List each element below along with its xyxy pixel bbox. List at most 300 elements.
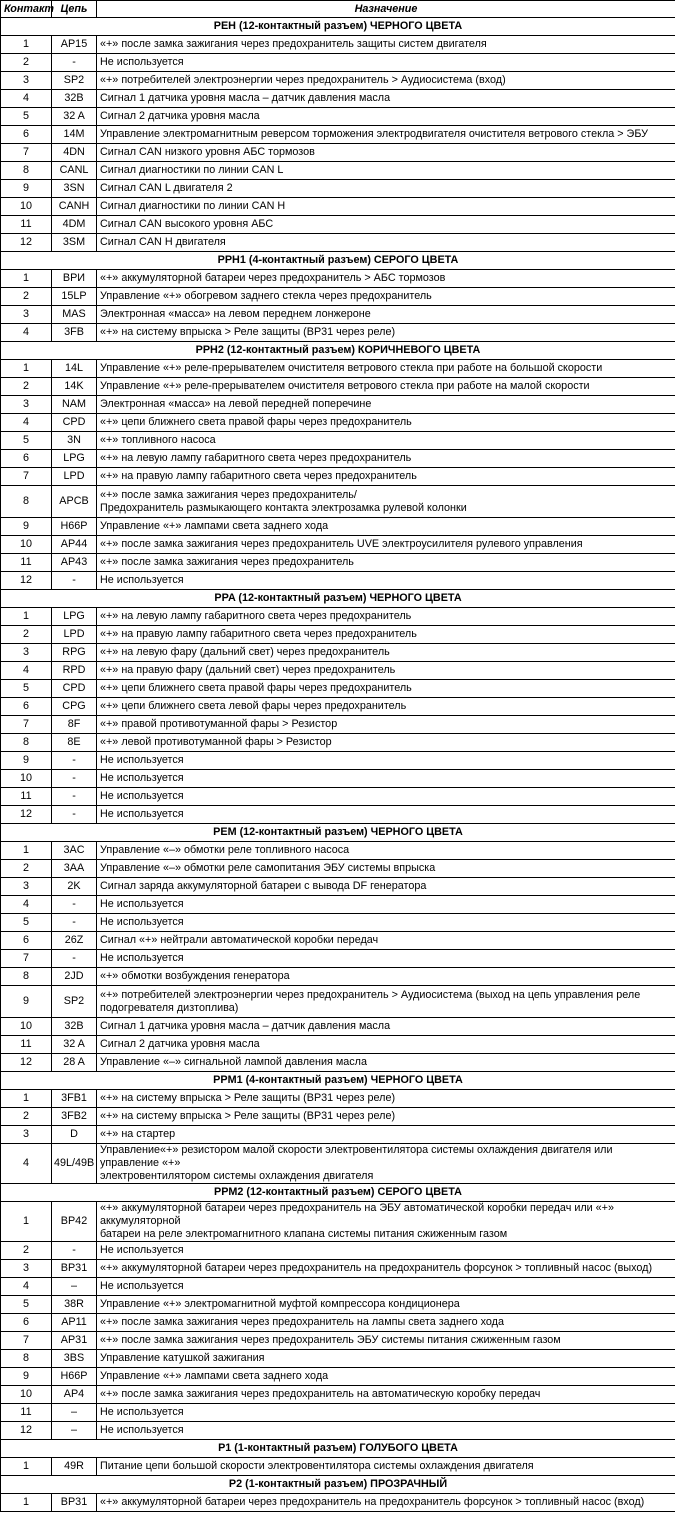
- circuit-cell: D: [52, 1126, 97, 1144]
- circuit-cell: 3AA: [52, 860, 97, 878]
- section-row: [1, 824, 675, 842]
- table-row: [1, 1260, 675, 1278]
- circuit-cell: 14M: [52, 126, 97, 144]
- table-row: [1, 572, 675, 590]
- section-title: PEH (12-контактный разъем) ЧЕРНОГО ЦВЕТА: [1, 18, 675, 36]
- purpose-cell: «+» после замка зажигания через предохранитель защиты систем двигателя: [97, 36, 675, 54]
- purpose-cell: «+» на правую лампу габаритного света через предохранитель: [97, 626, 675, 644]
- contact-cell: 12: [1, 572, 52, 590]
- purpose-cell: Сигнал 1 датчика уровня масла – датчик давления масла: [97, 1018, 675, 1036]
- contact-cell: 4: [1, 662, 52, 680]
- contact-cell: 7: [1, 1332, 52, 1350]
- contact-cell: 8: [1, 734, 52, 752]
- contact-cell: 7: [1, 716, 52, 734]
- section-row: [1, 1440, 675, 1458]
- section-title: P1 (1-контактный разъем) ГОЛУБОГО ЦВЕТА: [1, 1440, 675, 1458]
- table-row: [1, 1386, 675, 1404]
- table-row: [1, 1242, 675, 1260]
- circuit-cell: AP4: [52, 1386, 97, 1404]
- contact-cell: 3: [1, 1126, 52, 1144]
- table-row: [1, 324, 675, 342]
- purpose-cell: Управление электромагнитным реверсом торможения электродвигателя очистителя ветрового стекла > ЭБУ: [97, 126, 675, 144]
- table-row: [1, 126, 675, 144]
- contact-cell: 8: [1, 162, 52, 180]
- purpose-cell: «+» обмотки возбуждения генератора: [97, 968, 675, 986]
- contact-cell: 1: [1, 36, 52, 54]
- table-row: [1, 914, 675, 932]
- table-row: [1, 1090, 675, 1108]
- purpose-cell: Не используется: [97, 788, 675, 806]
- purpose-cell: «+» аккумуляторной батареи через предохранитель на предохранитель форсунок > топливный насос (вход): [97, 1494, 675, 1512]
- contact-cell: 4: [1, 1144, 52, 1184]
- section-row: [1, 252, 675, 270]
- contact-cell: 10: [1, 770, 52, 788]
- table-row: [1, 162, 675, 180]
- purpose-cell: Не используется: [97, 1242, 675, 1260]
- purpose-cell: Управление катушкой зажигания: [97, 1350, 675, 1368]
- purpose-cell: «+» цепи ближнего света левой фары через предохранитель: [97, 698, 675, 716]
- contact-cell: 11: [1, 1036, 52, 1054]
- circuit-cell: NAM: [52, 396, 97, 414]
- table-row: [1, 360, 675, 378]
- section-title: PPA (12-контактный разъем) ЧЕРНОГО ЦВЕТА: [1, 590, 675, 608]
- purpose-cell: Управление «+» электромагнитной муфтой компрессора кондиционера: [97, 1296, 675, 1314]
- table-row: [1, 662, 675, 680]
- contact-cell: 4: [1, 324, 52, 342]
- contact-cell: 10: [1, 198, 52, 216]
- header-circuit: Цепь: [52, 1, 97, 18]
- table-row: [1, 1368, 675, 1386]
- circuit-cell: AP15: [52, 36, 97, 54]
- circuit-cell: 3N: [52, 432, 97, 450]
- purpose-cell: Не используется: [97, 1278, 675, 1296]
- circuit-cell: CPD: [52, 414, 97, 432]
- contact-cell: 11: [1, 216, 52, 234]
- circuit-cell: 3SM: [52, 234, 97, 252]
- section-row: [1, 18, 675, 36]
- circuit-cell: -: [52, 896, 97, 914]
- table-row: [1, 932, 675, 950]
- contact-cell: 7: [1, 950, 52, 968]
- contact-cell: 5: [1, 432, 52, 450]
- circuit-cell: APCB: [52, 486, 97, 518]
- contact-cell: 3: [1, 878, 52, 896]
- contact-cell: 4: [1, 1278, 52, 1296]
- purpose-cell: Управление «–» обмотки реле топливного насоса: [97, 842, 675, 860]
- contact-cell: 9: [1, 180, 52, 198]
- circuit-cell: 4DM: [52, 216, 97, 234]
- table-row: [1, 968, 675, 986]
- circuit-cell: 4DN: [52, 144, 97, 162]
- contact-cell: 12: [1, 1054, 52, 1072]
- circuit-cell: -: [52, 788, 97, 806]
- circuit-cell: RPD: [52, 662, 97, 680]
- table-row: [1, 716, 675, 734]
- purpose-cell: Электронная «масса» на левом переднем лонжероне: [97, 306, 675, 324]
- purpose-cell: «+» на систему впрыска > Реле защиты (BP31 через реле): [97, 1108, 675, 1126]
- purpose-cell: Сигнал 2 датчика уровня масла: [97, 1036, 675, 1054]
- purpose-cell: «+» после замка зажигания через предохранитель на автоматическую коробку передач: [97, 1386, 675, 1404]
- table-row: [1, 1458, 675, 1476]
- purpose-cell: Не используется: [97, 54, 675, 72]
- contact-cell: 9: [1, 986, 52, 1018]
- purpose-cell: «+» на систему впрыска > Реле защиты (BP31 через реле): [97, 324, 675, 342]
- table-row: [1, 108, 675, 126]
- table-row: [1, 860, 675, 878]
- section-title: PPH2 (12-контактный разъем) КОРИЧНЕВОГО ЦВЕТА: [1, 342, 675, 360]
- table-row: [1, 1332, 675, 1350]
- table-row: [1, 698, 675, 716]
- table-row: [1, 1278, 675, 1296]
- contact-cell: 10: [1, 1386, 52, 1404]
- circuit-cell: 3SN: [52, 180, 97, 198]
- purpose-cell: «+» на правую фару (дальний свет) через предохранитель: [97, 662, 675, 680]
- table-row: [1, 680, 675, 698]
- contact-cell: 9: [1, 1368, 52, 1386]
- contact-cell: 5: [1, 680, 52, 698]
- table-row: [1, 54, 675, 72]
- circuit-cell: –: [52, 1404, 97, 1422]
- purpose-cell: Управление «+» реле-прерывателем очистителя ветрового стекла при работе на большой скорости: [97, 360, 675, 378]
- contact-cell: 4: [1, 896, 52, 914]
- contact-cell: 9: [1, 518, 52, 536]
- circuit-cell: 49L/49B: [52, 1144, 97, 1184]
- table-row: [1, 72, 675, 90]
- section-row: [1, 1476, 675, 1494]
- circuit-cell: 14K: [52, 378, 97, 396]
- section-title: PPM2 (12-контактный разъем) СЕРОГО ЦВЕТА: [1, 1184, 675, 1202]
- circuit-cell: AP11: [52, 1314, 97, 1332]
- contact-cell: 5: [1, 1296, 52, 1314]
- purpose-cell: Не используется: [97, 752, 675, 770]
- purpose-cell: Управление «–» обмотки реле самопитания ЭБУ системы впрыска: [97, 860, 675, 878]
- purpose-cell: Сигнал CAN низкого уровня АБС тормозов: [97, 144, 675, 162]
- table-row: [1, 306, 675, 324]
- table-row: [1, 396, 675, 414]
- purpose-cell: «+» потребителей электроэнергии через предохранитель > Аудиосистема (выход на цепь управления реле подогревателя дизтоплива): [97, 986, 675, 1018]
- table-row: [1, 144, 675, 162]
- contact-cell: 1: [1, 1202, 52, 1242]
- circuit-cell: 49R: [52, 1458, 97, 1476]
- contact-cell: 2: [1, 1242, 52, 1260]
- purpose-cell: Не используется: [97, 806, 675, 824]
- table-row: [1, 180, 675, 198]
- circuit-cell: AP31: [52, 1332, 97, 1350]
- circuit-cell: LPG: [52, 450, 97, 468]
- contact-cell: 3: [1, 396, 52, 414]
- contact-cell: 5: [1, 108, 52, 126]
- contact-cell: 2: [1, 378, 52, 396]
- circuit-cell: -: [52, 572, 97, 590]
- contact-cell: 12: [1, 1422, 52, 1440]
- purpose-cell: «+» левой противотуманной фары > Резистор: [97, 734, 675, 752]
- purpose-cell: Не используется: [97, 572, 675, 590]
- contact-cell: 6: [1, 932, 52, 950]
- contact-cell: 3: [1, 72, 52, 90]
- table-row: [1, 1036, 675, 1054]
- purpose-cell: «+» цепи ближнего света правой фары через предохранитель: [97, 414, 675, 432]
- table-row: [1, 414, 675, 432]
- table-row: [1, 270, 675, 288]
- section-row: [1, 342, 675, 360]
- purpose-cell: «+» после замка зажигания через предохранитель: [97, 554, 675, 572]
- table-row: [1, 896, 675, 914]
- purpose-cell: Не используется: [97, 770, 675, 788]
- purpose-cell: «+» правой противотуманной фары > Резистор: [97, 716, 675, 734]
- purpose-cell: «+» аккумуляторной батареи через предохранитель > АБС тормозов: [97, 270, 675, 288]
- table-row: [1, 450, 675, 468]
- circuit-cell: CPD: [52, 680, 97, 698]
- circuit-cell: –: [52, 1278, 97, 1296]
- circuit-cell: -: [52, 54, 97, 72]
- purpose-cell: Управление «–» сигнальной лампой давления масла: [97, 1054, 675, 1072]
- circuit-cell: 32 A: [52, 108, 97, 126]
- purpose-cell: Сигнал CAN L двигателя 2: [97, 180, 675, 198]
- contact-cell: 2: [1, 860, 52, 878]
- purpose-cell: Управление «+» обогревом заднего стекла через предохранитель: [97, 288, 675, 306]
- purpose-cell: Питание цепи большой скорости электровентилятора системы охлаждения двигателя: [97, 1458, 675, 1476]
- table-row: [1, 752, 675, 770]
- table-row: [1, 36, 675, 54]
- contact-cell: 2: [1, 626, 52, 644]
- circuit-cell: CPG: [52, 698, 97, 716]
- purpose-cell: «+» на левую фару (дальний свет) через предохранитель: [97, 644, 675, 662]
- circuit-cell: CANL: [52, 162, 97, 180]
- circuit-cell: 28 A: [52, 1054, 97, 1072]
- contact-cell: 7: [1, 144, 52, 162]
- circuit-cell: 2JD: [52, 968, 97, 986]
- contact-cell: 11: [1, 1404, 52, 1422]
- circuit-cell: BPИ: [52, 270, 97, 288]
- contact-cell: 6: [1, 450, 52, 468]
- circuit-cell: -: [52, 806, 97, 824]
- purpose-cell: «+» потребителей электроэнергии через предохранитель > Аудиосистема (вход): [97, 72, 675, 90]
- purpose-cell: Сигнал 2 датчика уровня масла: [97, 108, 675, 126]
- contact-cell: 8: [1, 486, 52, 518]
- contact-cell: 1: [1, 1090, 52, 1108]
- table-row: [1, 1350, 675, 1368]
- circuit-cell: -: [52, 914, 97, 932]
- table-row: [1, 198, 675, 216]
- circuit-cell: 38R: [52, 1296, 97, 1314]
- contact-cell: 9: [1, 752, 52, 770]
- purpose-cell: Электронная «масса» на левой передней поперечине: [97, 396, 675, 414]
- circuit-cell: AP44: [52, 536, 97, 554]
- contact-cell: 3: [1, 306, 52, 324]
- table-row: [1, 1202, 675, 1242]
- table-row: [1, 378, 675, 396]
- circuit-cell: 32B: [52, 90, 97, 108]
- section-row: [1, 590, 675, 608]
- circuit-cell: 14L: [52, 360, 97, 378]
- circuit-cell: 2K: [52, 878, 97, 896]
- table-row: [1, 1018, 675, 1036]
- table-body: [1, 18, 675, 1512]
- table-row: [1, 1494, 675, 1512]
- purpose-cell: «+» после замка зажигания через предохранитель UVE электроусилителя рулевого управления: [97, 536, 675, 554]
- table-row: [1, 806, 675, 824]
- purpose-cell: Управление«+» резистором малой скорости электровентилятора системы охлаждения двигателя или управление «+» электровентилятором системы охлаждения двигателя: [97, 1144, 675, 1184]
- purpose-cell: «+» цепи ближнего света правой фары через предохранитель: [97, 680, 675, 698]
- contact-cell: 7: [1, 468, 52, 486]
- purpose-cell: «+» топливного насоса: [97, 432, 675, 450]
- circuit-cell: 3AC: [52, 842, 97, 860]
- purpose-cell: «+» на стартер: [97, 1126, 675, 1144]
- contact-cell: 6: [1, 698, 52, 716]
- table-row: [1, 1054, 675, 1072]
- table-row: [1, 1126, 675, 1144]
- contact-cell: 1: [1, 1494, 52, 1512]
- contact-cell: 5: [1, 914, 52, 932]
- purpose-cell: Сигнал «+» нейтрали автоматической коробки передач: [97, 932, 675, 950]
- circuit-cell: 8E: [52, 734, 97, 752]
- table-row: [1, 644, 675, 662]
- purpose-cell: Сигнал CAN высокого уровня АБС: [97, 216, 675, 234]
- circuit-cell: LPG: [52, 608, 97, 626]
- purpose-cell: Сигнал диагностики по линии CAN H: [97, 198, 675, 216]
- contact-cell: 2: [1, 288, 52, 306]
- table-row: [1, 536, 675, 554]
- table-header-row: [1, 1, 675, 18]
- table-row: [1, 234, 675, 252]
- circuit-cell: H66P: [52, 518, 97, 536]
- section-title: PEM (12-контактный разъем) ЧЕРНОГО ЦВЕТА: [1, 824, 675, 842]
- table-row: [1, 950, 675, 968]
- circuit-cell: RPG: [52, 644, 97, 662]
- circuit-cell: BP42: [52, 1202, 97, 1242]
- contact-cell: 1: [1, 842, 52, 860]
- contact-cell: 1: [1, 1458, 52, 1476]
- header-purpose: Назначение: [97, 1, 675, 18]
- contact-cell: 3: [1, 644, 52, 662]
- contact-cell: 8: [1, 968, 52, 986]
- circuit-cell: LPD: [52, 626, 97, 644]
- table-row: [1, 90, 675, 108]
- contact-cell: 8: [1, 1350, 52, 1368]
- purpose-cell: «+» после замка зажигания через предохранитель/ Предохранитель размыкающего контакта электрозамка рулевой колонки: [97, 486, 675, 518]
- circuit-cell: CANH: [52, 198, 97, 216]
- circuit-cell: -: [52, 752, 97, 770]
- contact-cell: 2: [1, 1108, 52, 1126]
- circuit-cell: SP2: [52, 72, 97, 90]
- table-row: [1, 1404, 675, 1422]
- circuit-cell: BP31: [52, 1494, 97, 1512]
- circuit-cell: -: [52, 950, 97, 968]
- contact-cell: 2: [1, 54, 52, 72]
- table-row: [1, 468, 675, 486]
- table-row: [1, 734, 675, 752]
- table-row: [1, 986, 675, 1018]
- circuit-cell: 8F: [52, 716, 97, 734]
- purpose-cell: Управление «+» лампами света заднего хода: [97, 1368, 675, 1386]
- purpose-cell: Сигнал диагностики по линии CAN L: [97, 162, 675, 180]
- section-title: P2 (1-контактный разъем) ПРОЗРАЧНЫЙ: [1, 1476, 675, 1494]
- section-row: [1, 1072, 675, 1090]
- table-row: [1, 1422, 675, 1440]
- contact-cell: 4: [1, 414, 52, 432]
- contact-cell: 11: [1, 788, 52, 806]
- table-row: [1, 518, 675, 536]
- purpose-cell: Не используется: [97, 950, 675, 968]
- contact-cell: 4: [1, 90, 52, 108]
- purpose-cell: Сигнал 1 датчика уровня масла – датчик давления масла: [97, 90, 675, 108]
- purpose-cell: «+» аккумуляторной батареи через предохранитель на предохранитель форсунок > топливный насос (выход): [97, 1260, 675, 1278]
- purpose-cell: Сигнал CAN H двигателя: [97, 234, 675, 252]
- circuit-cell: LPD: [52, 468, 97, 486]
- purpose-cell: «+» на систему впрыска > Реле защиты (BP31 через реле): [97, 1090, 675, 1108]
- purpose-cell: «+» на правую лампу габаритного света через предохранитель: [97, 468, 675, 486]
- section-row: [1, 1184, 675, 1202]
- circuit-cell: 26Z: [52, 932, 97, 950]
- contact-cell: 10: [1, 1018, 52, 1036]
- purpose-cell: Не используется: [97, 914, 675, 932]
- circuit-cell: 3FB2: [52, 1108, 97, 1126]
- circuit-cell: BP31: [52, 1260, 97, 1278]
- circuit-cell: 3FB: [52, 324, 97, 342]
- circuit-cell: 15LP: [52, 288, 97, 306]
- table-row: [1, 626, 675, 644]
- purpose-cell: Не используется: [97, 1404, 675, 1422]
- table-row: [1, 216, 675, 234]
- contact-cell: 1: [1, 360, 52, 378]
- purpose-cell: «+» на левую лампу габаритного света через предохранитель: [97, 450, 675, 468]
- purpose-cell: Не используется: [97, 1422, 675, 1440]
- contact-cell: 12: [1, 234, 52, 252]
- contact-cell: 6: [1, 126, 52, 144]
- circuit-cell: H66P: [52, 1368, 97, 1386]
- purpose-cell: Управление «+» лампами света заднего хода: [97, 518, 675, 536]
- purpose-cell: Не используется: [97, 896, 675, 914]
- contact-cell: 1: [1, 270, 52, 288]
- purpose-cell: «+» аккумуляторной батареи через предохранитель на ЭБУ автоматической коробки передач или «+» аккумуляторной батареи на реле электромагнитного клапана системы питания сжиженным газом: [97, 1202, 675, 1242]
- table-row: [1, 1108, 675, 1126]
- purpose-cell: «+» после замка зажигания через предохранитель ЭБУ системы питания сжиженным газом: [97, 1332, 675, 1350]
- circuit-cell: 32 A: [52, 1036, 97, 1054]
- purpose-cell: Управление «+» реле-прерывателем очистителя ветрового стекла при работе на малой скорости: [97, 378, 675, 396]
- table-row: [1, 1296, 675, 1314]
- circuit-cell: SP2: [52, 986, 97, 1018]
- circuit-cell: 3FB1: [52, 1090, 97, 1108]
- circuit-cell: –: [52, 1422, 97, 1440]
- contact-cell: 3: [1, 1260, 52, 1278]
- table-row: [1, 1314, 675, 1332]
- table-row: [1, 842, 675, 860]
- contact-cell: 1: [1, 608, 52, 626]
- table-row: [1, 770, 675, 788]
- table-row: [1, 878, 675, 896]
- circuit-cell: MAS: [52, 306, 97, 324]
- section-title: PPM1 (4-контактный разъем) ЧЕРНОГО ЦВЕТА: [1, 1072, 675, 1090]
- table-row: [1, 1144, 675, 1184]
- purpose-cell: Сигнал заряда аккумуляторной батареи с вывода DF генератора: [97, 878, 675, 896]
- circuit-cell: AP43: [52, 554, 97, 572]
- circuit-cell: -: [52, 1242, 97, 1260]
- table-row: [1, 486, 675, 518]
- purpose-cell: «+» после замка зажигания через предохранитель на лампы света заднего хода: [97, 1314, 675, 1332]
- table-row: [1, 288, 675, 306]
- contact-cell: 11: [1, 554, 52, 572]
- table-row: [1, 608, 675, 626]
- table-row: [1, 554, 675, 572]
- section-title: PPH1 (4-контактный разъем) СЕРОГО ЦВЕТА: [1, 252, 675, 270]
- circuit-cell: 32B: [52, 1018, 97, 1036]
- contact-cell: 12: [1, 806, 52, 824]
- purpose-cell: «+» на левую лампу габаритного света через предохранитель: [97, 608, 675, 626]
- table-row: [1, 788, 675, 806]
- contact-cell: 10: [1, 536, 52, 554]
- contact-cell: 6: [1, 1314, 52, 1332]
- header-contact: Контакт: [1, 1, 52, 18]
